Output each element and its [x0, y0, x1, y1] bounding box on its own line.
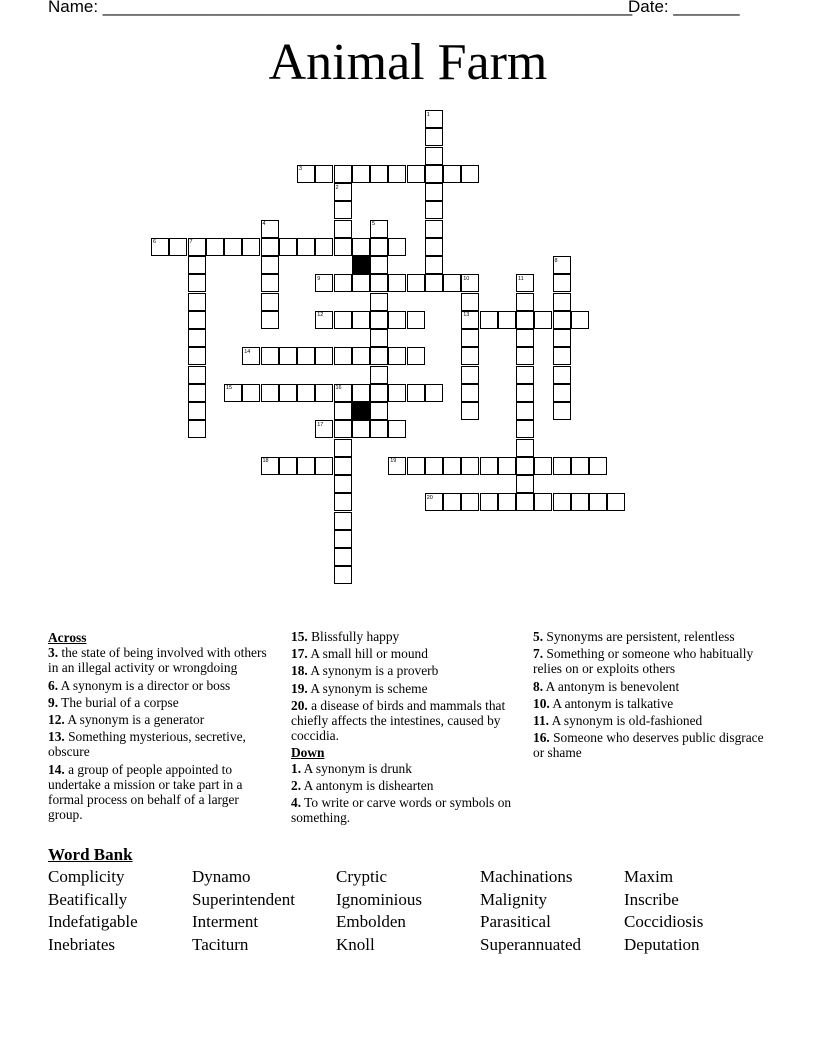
- crossword-cell[interactable]: [589, 457, 607, 475]
- clue-number: 5.: [533, 629, 544, 644]
- crossword-cell[interactable]: [297, 238, 315, 256]
- crossword-cell[interactable]: [352, 420, 370, 438]
- clue-number-20: 20: [426, 494, 433, 501]
- word-bank-item: Beatifically: [48, 889, 128, 909]
- crossword-cell[interactable]: [534, 493, 552, 511]
- crossword-cell[interactable]: [334, 274, 352, 292]
- page-title: Animal Farm: [268, 34, 548, 91]
- crossword-cell: [352, 256, 370, 274]
- clue-item: [291, 681, 516, 696]
- crossword-cell[interactable]: [571, 493, 589, 511]
- crossword-cell[interactable]: [407, 311, 425, 329]
- clue-number: 17.: [291, 646, 308, 662]
- crossword-cell[interactable]: [443, 457, 461, 475]
- crossword-cell[interactable]: [352, 347, 370, 365]
- crossword-cell[interactable]: [498, 311, 516, 329]
- crossword-cell[interactable]: [279, 238, 297, 256]
- word-bank-item: Embolden: [336, 912, 406, 932]
- word-bank-item: Inebriates: [48, 934, 116, 954]
- clue-text: Something or someone who habitually relies on or exploits others: [533, 646, 754, 677]
- crossword-cell[interactable]: [334, 512, 352, 530]
- word-bank-item: Deputation: [624, 934, 700, 954]
- clue-item: [48, 678, 273, 693]
- crossword-cell[interactable]: [334, 548, 352, 566]
- clue-item: [48, 729, 273, 759]
- clue-column-1: [48, 629, 273, 824]
- clue-item: [533, 696, 768, 711]
- clue-number: 16.: [533, 730, 550, 746]
- clue-number-3: 3: [299, 166, 303, 173]
- clue-item: [48, 695, 273, 710]
- crossword-cell[interactable]: [443, 165, 461, 183]
- crossword-cell[interactable]: [516, 366, 534, 384]
- clue-number-1: 1: [426, 111, 430, 118]
- crossword-cell[interactable]: [188, 256, 206, 274]
- clue-number: 11.: [533, 713, 549, 729]
- clue-text: To write or carve words or symbols on something.: [291, 795, 512, 826]
- word-bank-item: Inscribe: [624, 889, 679, 909]
- crossword-cell[interactable]: [279, 347, 297, 365]
- clue-number-16: 16: [335, 385, 342, 392]
- crossword-cell[interactable]: [261, 311, 279, 329]
- crossword-cell[interactable]: [443, 493, 461, 511]
- crossword-cell[interactable]: [315, 165, 333, 183]
- word-bank-item: Interment: [192, 912, 259, 932]
- crossword-cell[interactable]: [370, 420, 388, 438]
- crossword-cell[interactable]: [334, 311, 352, 329]
- word-bank-item: Taciturn: [192, 934, 249, 954]
- clue-number: 19.: [291, 680, 308, 696]
- crossword-cell[interactable]: [553, 493, 571, 511]
- crossword-cell[interactable]: [425, 274, 443, 292]
- crossword-cell[interactable]: [425, 128, 443, 146]
- crossword-cell[interactable]: [370, 384, 388, 402]
- crossword-cell[interactable]: [425, 384, 443, 402]
- crossword-cell[interactable]: [407, 384, 425, 402]
- crossword-cell[interactable]: [352, 274, 370, 292]
- crossword-cell[interactable]: [407, 274, 425, 292]
- crossword-cell[interactable]: [261, 347, 279, 365]
- crossword-cell[interactable]: [480, 493, 498, 511]
- crossword-cell[interactable]: [553, 366, 571, 384]
- word-bank-item: Dynamo: [192, 867, 251, 886]
- clue-number: 6.: [48, 677, 59, 693]
- word-bank-item: Machinations: [480, 867, 573, 886]
- word-bank-item: Coccidiosis: [624, 912, 704, 932]
- crossword-cell[interactable]: [407, 165, 425, 183]
- crossword-cell[interactable]: [188, 420, 206, 438]
- crossword-cell[interactable]: [261, 274, 279, 292]
- crossword-cell[interactable]: [425, 147, 443, 165]
- crossword-cell[interactable]: [553, 347, 571, 365]
- crossword-cell[interactable]: [334, 493, 352, 511]
- crossword-cell[interactable]: [370, 256, 388, 274]
- crossword-cell[interactable]: [534, 457, 552, 475]
- word-bank-item: Malignity: [480, 889, 548, 909]
- crossword-cell[interactable]: [370, 366, 388, 384]
- clue-number: 12.: [48, 712, 65, 728]
- word-bank-item: Cryptic: [336, 867, 387, 886]
- crossword-cell[interactable]: [334, 439, 352, 457]
- crossword-cell[interactable]: [224, 238, 242, 256]
- crossword-cell[interactable]: [188, 274, 206, 292]
- crossword-cell[interactable]: [334, 347, 352, 365]
- crossword-cell[interactable]: [461, 384, 479, 402]
- crossword-cell[interactable]: [443, 274, 461, 292]
- crossword-cell[interactable]: [553, 311, 571, 329]
- clue-item: [291, 778, 516, 793]
- crossword-cell[interactable]: [498, 493, 516, 511]
- crossword-cell[interactable]: [480, 457, 498, 475]
- crossword-cell[interactable]: [388, 165, 406, 183]
- crossword-cell[interactable]: [516, 439, 534, 457]
- clue-item: [48, 712, 273, 727]
- clue-text: A synonym is scheme: [307, 680, 428, 696]
- crossword-cell[interactable]: [334, 220, 352, 238]
- crossword-cell[interactable]: [461, 366, 479, 384]
- crossword-cell[interactable]: [334, 475, 352, 493]
- crossword-cell[interactable]: [370, 293, 388, 311]
- crossword-cell[interactable]: [188, 311, 206, 329]
- clue-text: A antonym is dishearten: [301, 777, 434, 793]
- crossword-cell[interactable]: [315, 457, 333, 475]
- crossword-cell[interactable]: [425, 238, 443, 256]
- clue-item: [48, 645, 273, 675]
- word-bank-item: Parasitical: [480, 912, 551, 932]
- crossword-cell[interactable]: [370, 165, 388, 183]
- clue-text: A synonym is a generator: [64, 712, 205, 728]
- crossword-cell[interactable]: [352, 384, 370, 402]
- crossword-cell[interactable]: [461, 402, 479, 420]
- clue-number: 9.: [48, 694, 59, 710]
- crossword-cell[interactable]: [425, 201, 443, 219]
- clue-number: 1.: [291, 760, 302, 776]
- clue-column-3: [533, 629, 768, 763]
- crossword-cell[interactable]: [352, 165, 370, 183]
- across-heading: Across: [48, 630, 87, 645]
- crossword-cell[interactable]: [315, 384, 333, 402]
- crossword-cell[interactable]: [334, 457, 352, 475]
- crossword-cell[interactable]: [261, 384, 279, 402]
- crossword-cell[interactable]: [334, 402, 352, 420]
- clue-number: 20.: [291, 697, 308, 713]
- crossword-cell[interactable]: [516, 329, 534, 347]
- crossword-cell[interactable]: [425, 256, 443, 274]
- clue-text: A synonym is drunk: [301, 760, 412, 776]
- crossword-cell[interactable]: [169, 238, 187, 256]
- crossword-cell[interactable]: [461, 457, 479, 475]
- crossword-cell[interactable]: [516, 493, 534, 511]
- crossword-cell[interactable]: [370, 238, 388, 256]
- crossword-cell[interactable]: [188, 329, 206, 347]
- crossword-cell[interactable]: [388, 384, 406, 402]
- clue-number-4: 4: [262, 221, 266, 227]
- clue-number: 2.: [291, 777, 302, 793]
- crossword-cell[interactable]: [279, 457, 297, 475]
- crossword-cell[interactable]: [553, 402, 571, 420]
- name-field: Name: ________________________________________________________: [48, 0, 633, 16]
- crossword-cell[interactable]: [242, 238, 260, 256]
- clue-text: A antonym is benevolent: [543, 678, 680, 694]
- crossword-cell[interactable]: [461, 347, 479, 365]
- crossword-cell[interactable]: [553, 293, 571, 311]
- crossword-cell[interactable]: [370, 329, 388, 347]
- crossword-cell[interactable]: [553, 457, 571, 475]
- clue-number: 4.: [291, 795, 302, 811]
- clue-text: A small hill or mound: [307, 646, 428, 662]
- clue-text: A antonym is talkative: [549, 695, 674, 711]
- clue-number: 7.: [533, 646, 544, 662]
- crossword-cell[interactable]: [589, 493, 607, 511]
- crossword-cell[interactable]: [370, 311, 388, 329]
- crossword-cell[interactable]: [516, 384, 534, 402]
- crossword-cell[interactable]: [407, 457, 425, 475]
- word-bank-item: Maxim: [624, 867, 674, 886]
- crossword-cell[interactable]: [334, 566, 352, 584]
- crossword-cell[interactable]: [388, 420, 406, 438]
- clue-number-17: 17: [317, 421, 324, 428]
- word-bank-item: Superannuated: [480, 934, 582, 954]
- clue-item: [291, 663, 516, 678]
- crossword-cell[interactable]: [188, 384, 206, 402]
- crossword-cell[interactable]: [498, 457, 516, 475]
- crossword-cell[interactable]: [279, 384, 297, 402]
- clue-item: [533, 629, 768, 644]
- crossword-cell[interactable]: [425, 457, 443, 475]
- crossword-cell[interactable]: [297, 384, 315, 402]
- crossword-cell[interactable]: [461, 165, 479, 183]
- crossword-cell[interactable]: [297, 347, 315, 365]
- crossword-cell[interactable]: [461, 493, 479, 511]
- clue-number-5: 5: [372, 221, 376, 227]
- crossword-cell[interactable]: [516, 475, 534, 493]
- crossword-cell[interactable]: [370, 347, 388, 365]
- clue-column-2: [291, 629, 516, 827]
- crossword-cell[interactable]: [553, 329, 571, 347]
- clue-text: the state of being involved with others in an illegal activity or wrongdoing: [48, 645, 267, 676]
- crossword-cell[interactable]: [188, 402, 206, 420]
- crossword-cell[interactable]: [242, 384, 260, 402]
- clue-text: Something mysterious, secretive, obscure: [48, 729, 246, 760]
- crossword-cell[interactable]: [461, 329, 479, 347]
- word-bank-item: Complicity: [48, 867, 125, 886]
- clue-item: [533, 646, 768, 676]
- crossword-cell[interactable]: [261, 293, 279, 311]
- crossword-cell[interactable]: [553, 384, 571, 402]
- crossword-cell[interactable]: [334, 238, 352, 256]
- clue-number: 15.: [291, 629, 308, 644]
- word-bank-title: Word Bank: [48, 845, 133, 864]
- clue-number-13: 13: [463, 312, 470, 319]
- crossword-cell[interactable]: [188, 293, 206, 311]
- crossword-cell[interactable]: [261, 238, 279, 256]
- crossword-cell[interactable]: [188, 366, 206, 384]
- crossword-cell[interactable]: [352, 238, 370, 256]
- clue-number-18: 18: [262, 458, 269, 465]
- clue-number-7: 7: [189, 239, 193, 246]
- clue-number: 3.: [48, 645, 59, 661]
- crossword-cell[interactable]: [407, 347, 425, 365]
- clue-number-6: 6: [153, 239, 157, 246]
- clue-item: [291, 761, 516, 776]
- crossword-cell[interactable]: [461, 293, 479, 311]
- crossword-cell[interactable]: [516, 347, 534, 365]
- clue-number-8: 8: [554, 257, 558, 264]
- clue-number-12: 12: [317, 312, 324, 319]
- clue-number-9: 9: [317, 275, 321, 282]
- clue-number: 13.: [48, 729, 65, 745]
- crossword-cell[interactable]: [315, 347, 333, 365]
- clue-number-10: 10: [463, 275, 470, 282]
- crossword-cell[interactable]: [534, 311, 552, 329]
- crossword-cell: [352, 402, 370, 420]
- crossword-cell[interactable]: [315, 238, 333, 256]
- crossword-cell[interactable]: [425, 220, 443, 238]
- clue-item: [48, 762, 273, 823]
- clue-number: 8.: [533, 678, 544, 694]
- clue-text: Synonyms are persistent, relentless: [543, 629, 735, 644]
- crossword-cell[interactable]: [188, 347, 206, 365]
- clue-item: [291, 795, 516, 825]
- crossword-cell[interactable]: [388, 274, 406, 292]
- crossword-cell[interactable]: [334, 420, 352, 438]
- clue-item: [533, 730, 768, 760]
- crossword-cell[interactable]: [553, 274, 571, 292]
- crossword-cell[interactable]: [370, 274, 388, 292]
- crossword-cell[interactable]: [261, 256, 279, 274]
- crossword-cell[interactable]: [206, 238, 224, 256]
- crossword-cell[interactable]: [480, 311, 498, 329]
- clue-text: a group of people appointed to undertake a mission or take part in a formal process on behalf of a larger group.: [48, 761, 243, 823]
- clue-item: [533, 679, 768, 694]
- clue-number-11: 11: [518, 275, 524, 282]
- clue-item: [291, 646, 516, 661]
- clue-item: [291, 698, 516, 744]
- crossword-cell[interactable]: [425, 183, 443, 201]
- crossword-cell[interactable]: [516, 420, 534, 438]
- crossword-cell[interactable]: [388, 347, 406, 365]
- crossword-cell[interactable]: [388, 311, 406, 329]
- clue-text: a disease of birds and mammals that chiefly affects the intestines, caused by coccidia.: [291, 697, 506, 744]
- crossword-cell[interactable]: [516, 402, 534, 420]
- crossword-cell[interactable]: [388, 238, 406, 256]
- clue-number: 18.: [291, 663, 308, 679]
- clue-number: 14.: [48, 761, 65, 777]
- clue-text: A synonym is old-fashioned: [549, 713, 703, 729]
- clue-text: A synonym is a proverb: [307, 663, 439, 679]
- word-bank-item: Knoll: [336, 934, 375, 954]
- crossword-cell[interactable]: [352, 311, 370, 329]
- crossword-cell[interactable]: [334, 165, 352, 183]
- crossword-cell[interactable]: [334, 530, 352, 548]
- down-heading: Down: [291, 745, 325, 761]
- word-bank-item: Superintendent: [192, 889, 295, 909]
- clue-number-2: 2: [335, 184, 339, 191]
- crossword-cell[interactable]: [516, 293, 534, 311]
- word-bank-item: Ignominious: [336, 889, 422, 909]
- crossword-cell[interactable]: [516, 311, 534, 329]
- crossword-cell[interactable]: [607, 493, 625, 511]
- clue-text: Blissfully happy: [307, 629, 400, 644]
- word-bank-item: Indefatigable: [48, 912, 138, 932]
- crossword-cell[interactable]: [571, 311, 589, 329]
- date-field: Date: _______: [628, 0, 740, 16]
- crossword-cell[interactable]: [425, 165, 443, 183]
- crossword-cell[interactable]: [297, 457, 315, 475]
- clue-number-14: 14: [244, 348, 251, 355]
- clue-item: [533, 713, 768, 728]
- clue-number-19: 19: [390, 458, 397, 465]
- crossword-cell[interactable]: [370, 402, 388, 420]
- clue-number: 10.: [533, 695, 550, 711]
- crossword-cell[interactable]: [334, 201, 352, 219]
- clue-item: [291, 629, 516, 644]
- clue-text: The burial of a corpse: [58, 694, 179, 710]
- clue-text: Someone who deserves public disgrace or shame: [533, 730, 764, 761]
- crossword-cell[interactable]: [571, 457, 589, 475]
- clue-text: A synonym is a director or boss: [58, 677, 231, 693]
- clue-number-15: 15: [226, 385, 233, 392]
- crossword-cell[interactable]: [516, 457, 534, 475]
